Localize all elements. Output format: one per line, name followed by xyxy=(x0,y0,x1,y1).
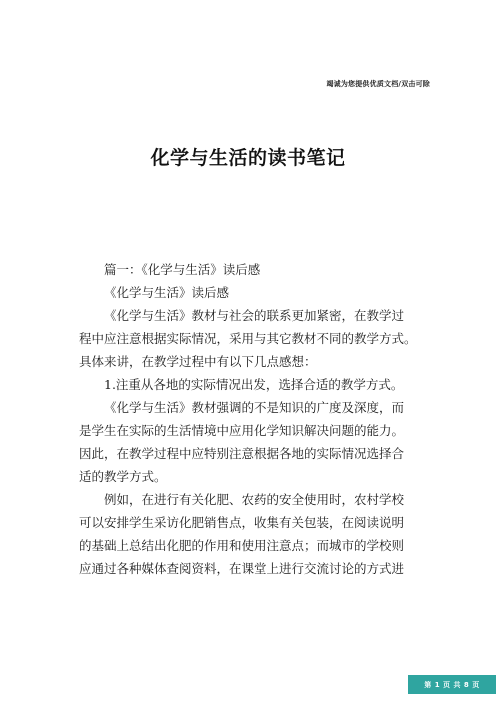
body-line: 程中应注意根据实际情况，采用与其它教材不同的教学方式。 xyxy=(79,331,417,346)
body-line: 例如，在进行有关化肥、农药的安全使用时，农村学校 xyxy=(104,492,405,507)
page-number-badge xyxy=(408,675,496,694)
body-line: 的基础上总结出化肥的作用和使用注意点；而城市的学校则 xyxy=(79,538,405,553)
body-line: 应通过各种媒体查阅资料，在课堂上进行交流讨论的方式进 xyxy=(79,561,405,576)
body-line: 《化学与生活》教材与社会的联系更加紧密，在教学过 xyxy=(104,308,405,323)
body-line: 因此，在教学过程中应特别注意根据各地的实际情况选择合 xyxy=(79,446,405,461)
page-number-label: 第 1 页 共 8 页 xyxy=(424,680,480,689)
body-line: 适的教学方式。 xyxy=(79,469,167,484)
header-note: 竭诚为您提供优质文档/双击可除 xyxy=(326,80,430,88)
body-line: 《化学与生活》教材强调的不是知识的广度及深度，而 xyxy=(104,400,405,415)
document-title: 化学与生活的读书笔记 xyxy=(150,147,346,169)
document-body xyxy=(79,258,439,580)
body-line: 1.注重从各地的实际情况出发，选择合适的教学方式。 xyxy=(104,377,404,392)
body-line: 《化学与生活》读后感 xyxy=(104,285,230,300)
body-line: 可以安排学生采访化肥销售点，收集有关包装，在阅读说明 xyxy=(79,515,405,530)
body-line: 篇一：《化学与生活》读后感 xyxy=(104,262,261,277)
body-line: 具体来讲，在教学过程中有以下几点感想： xyxy=(79,354,317,369)
body-line: 是学生在实际的生活情境中应用化学知识解决问题的能力。 xyxy=(79,423,405,438)
